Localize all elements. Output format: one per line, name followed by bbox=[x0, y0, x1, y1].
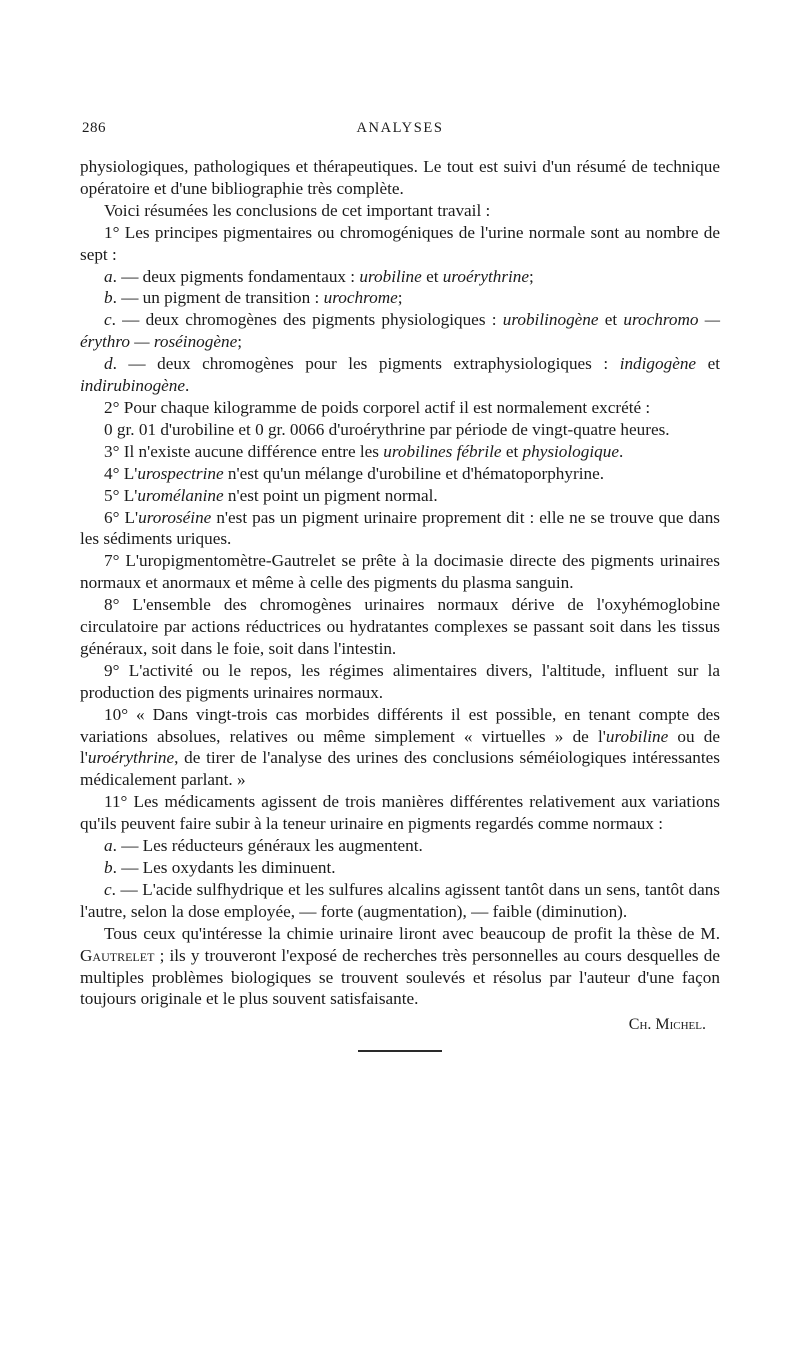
paragraph-c9 bbox=[80, 660, 720, 704]
text-run: 5° L' bbox=[104, 485, 138, 505]
text-run: 9° L'activité ou le repos, les régimes alimentaires divers, l'altitude, influent sur la production des pigments urinaires normaux. bbox=[80, 660, 720, 702]
paragraph-c8 bbox=[80, 594, 720, 660]
text-run: . — Les réducteurs généraux les augmentent. bbox=[112, 836, 423, 856]
page-number: 286 bbox=[82, 120, 106, 136]
paragraph-c11a bbox=[80, 835, 720, 857]
text-run: 11° Les médicaments agissent de trois manières différentes relativement aux variations qu'ils peuvent faire subir à la teneur urinaire en pigments regardés comme normaux : bbox=[80, 792, 720, 834]
paragraph-c11 bbox=[80, 791, 720, 835]
text-run: 10° « Dans vingt-trois cas morbides différents il est possible, en tenant compte des variations absolues, relatives ou même simplement « virtuelles » de l' bbox=[80, 704, 720, 746]
italic-term: urochrome bbox=[323, 288, 398, 308]
paragraph-c7 bbox=[80, 550, 720, 594]
text-run: n'est qu'un mélange d'urobiline et d'hématoporphyrine. bbox=[223, 463, 605, 483]
italic-term: uromélanine bbox=[137, 485, 224, 505]
paragraph-summary-intro bbox=[80, 200, 720, 222]
text-run: et bbox=[598, 310, 624, 330]
text-run: . bbox=[185, 376, 190, 396]
text-run: physiologiques, pathologiques et thérapeutiques. Le tout est suivi d'un résumé de technique opératoire et d'une bibliographie très complète. bbox=[80, 157, 720, 198]
text-run: 2° Pour chaque kilogramme de poids corporel actif il est normalement excrété : bbox=[104, 397, 651, 417]
page-header bbox=[80, 118, 720, 144]
italic-term: physiologique bbox=[522, 441, 619, 461]
italic-term: a bbox=[104, 266, 113, 286]
page bbox=[80, 118, 720, 1052]
italic-term: b bbox=[104, 858, 113, 877]
paragraph-c1 bbox=[80, 222, 720, 266]
text-run: n'est pas un pigment urinaire proprement dit : elle ne se trouve que dans les sédiments uriques. bbox=[80, 507, 720, 549]
text-run: 4° L' bbox=[104, 463, 138, 483]
italic-term: uroroséine bbox=[138, 507, 212, 527]
text-run: Voici résumées les conclusions de cet important travail : bbox=[104, 200, 491, 220]
text-run: . — L'acide sulfhydrique et les sulfures alcalins agissent tantôt dans un sens, tantôt dans l'autre, selon la dose employée, — forte (augmentation), — faible (diminution). bbox=[80, 879, 720, 921]
paragraph-c1d bbox=[80, 353, 720, 397]
italic-term: d bbox=[104, 354, 113, 374]
signature-text: Ch. Michel. bbox=[628, 1016, 706, 1034]
italic-term: a bbox=[104, 836, 113, 856]
author-name: Gautrelet bbox=[80, 945, 155, 965]
closing-rule bbox=[358, 1050, 442, 1052]
text-run: et bbox=[421, 266, 443, 286]
paragraph-c5 bbox=[80, 485, 720, 507]
paragraph-intro bbox=[80, 156, 720, 200]
text-run: 1° Les principes pigmentaires ou chromogéniques de l'urine normale sont au nombre de sept : bbox=[80, 222, 720, 264]
italic-term: indirubinogène bbox=[80, 376, 186, 396]
paragraph-c1a bbox=[80, 266, 720, 288]
text-run: ; ils y trouveront l'exposé de recherches très personnelles au cours desquelles de multiples problèmes biologiques se trouvent soulevés et résolus par l'auteur d'une façon toujours originale et le plus souvent satisfaisante. bbox=[80, 945, 720, 1009]
italic-term: urobilines fébrile bbox=[383, 441, 502, 461]
text-run: n'est point un pigment normal. bbox=[223, 485, 438, 505]
paragraph-c2 bbox=[80, 397, 720, 419]
paragraph-closing bbox=[80, 923, 720, 1011]
italic-term: uroérythrine bbox=[442, 266, 530, 286]
paragraph-c1c bbox=[80, 309, 720, 353]
text-run: 8° L'ensemble des chromogènes urinaires normaux dérive de l'oxyhémoglobine circulatoire par actions réductrices ou hydratantes complexes se passant soit dans les tissus généraux, soit dans le foie, soit dans l'intestin. bbox=[80, 595, 720, 658]
text-run: ; bbox=[529, 266, 534, 286]
paragraph-c11b bbox=[80, 857, 720, 879]
text-run: 0 gr. 01 d'urobiline et 0 gr. 0066 d'uroérythrine par période de vingt-quatre heures. bbox=[104, 419, 670, 439]
article-body bbox=[80, 156, 720, 1010]
text-run: et bbox=[501, 441, 523, 461]
italic-term: b bbox=[104, 288, 113, 308]
text-run: . bbox=[618, 441, 624, 461]
paragraph-c2-values bbox=[80, 419, 720, 441]
text-run: . — deux chromogènes pour les pigments extraphysiologiques : bbox=[112, 354, 620, 374]
italic-term: urobiline bbox=[605, 726, 669, 746]
text-run: Tous ceux qu'intéresse la chimie urinaire liront avec beaucoup de profit la thèse de M. bbox=[104, 923, 720, 943]
text-run: et bbox=[696, 354, 720, 374]
paragraph-c3 bbox=[80, 441, 720, 463]
italic-term: uroérythrine bbox=[87, 748, 175, 768]
text-run: ; bbox=[237, 332, 242, 352]
paragraph-c11c bbox=[80, 879, 720, 923]
italic-term: indigogène bbox=[619, 354, 697, 374]
paragraph-c6 bbox=[80, 507, 720, 551]
text-run: 7° L'uropigmentomètre-Gautrelet se prête à la docimasie directe des pigments urinaires normaux et anormaux et même à celle des pigments du plasma sanguin. bbox=[80, 551, 720, 593]
paragraph-c1b bbox=[80, 287, 720, 309]
running-title: ANALYSES bbox=[356, 120, 444, 136]
italic-term: urobiline bbox=[359, 266, 422, 286]
text-run: . — Les oxydants les diminuent. bbox=[112, 858, 336, 877]
italic-term: urochromo — érythro — roséinogène bbox=[80, 310, 720, 352]
paragraph-c10 bbox=[80, 704, 720, 792]
text-run: , de tirer de l'analyse des urines des conclusions séméiologiques intéressantes médicalement parlant. » bbox=[80, 748, 720, 790]
text-run: 6° L' bbox=[104, 507, 139, 527]
paragraph-c4 bbox=[80, 463, 720, 485]
text-run: . — deux chromogènes des pigments physiologiques : bbox=[111, 310, 503, 330]
text-run: ou de l' bbox=[80, 726, 720, 768]
italic-term: urospectrine bbox=[137, 463, 224, 483]
italic-term: urobilinogène bbox=[502, 310, 599, 330]
text-run: . — un pigment de transition : bbox=[112, 288, 324, 308]
text-run: . — deux pigments fondamentaux : bbox=[112, 266, 360, 286]
author-signature bbox=[80, 1014, 720, 1036]
text-run: ; bbox=[397, 288, 403, 308]
italic-term: c bbox=[104, 310, 112, 330]
text-run: 3° Il n'existe aucune différence entre les bbox=[104, 441, 384, 461]
italic-term: c bbox=[104, 879, 112, 899]
